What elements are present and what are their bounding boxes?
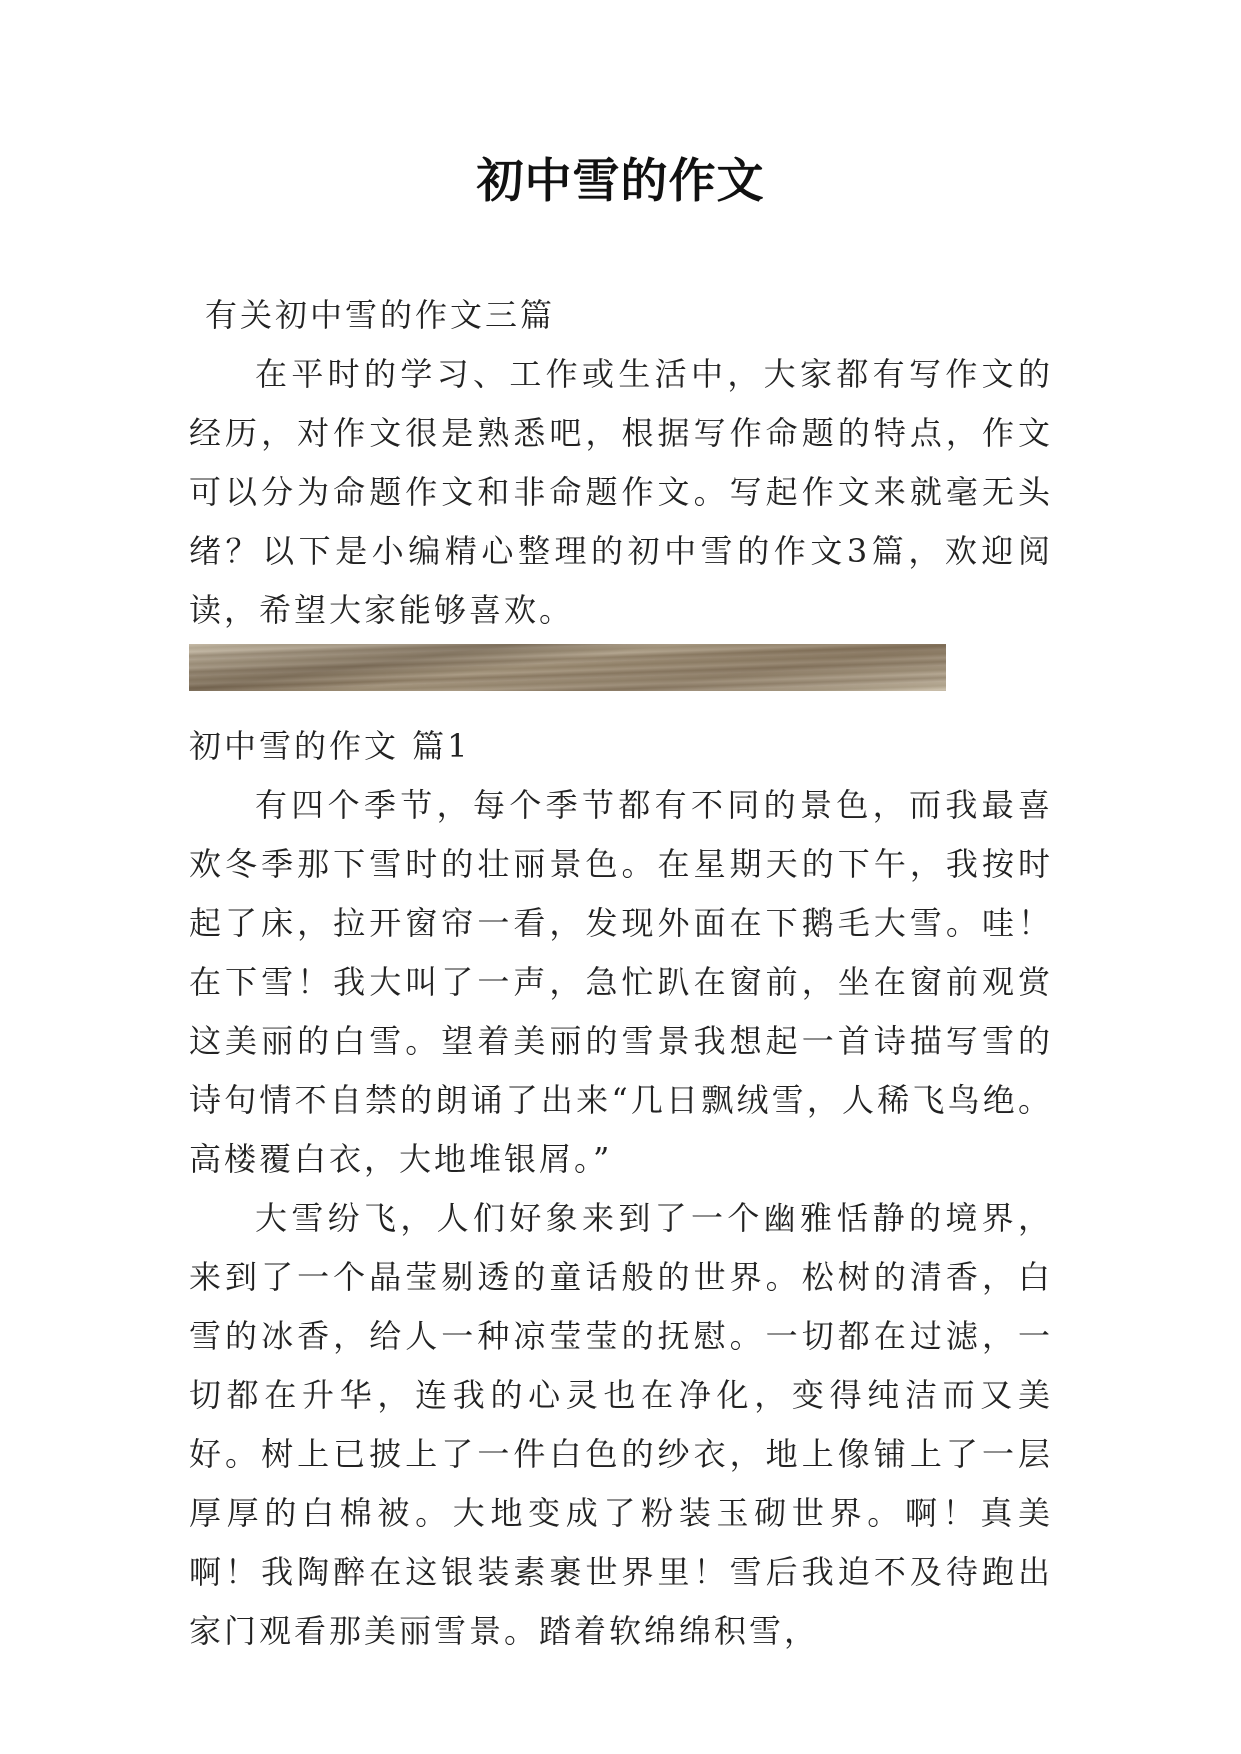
intro-paragraph: 在平时的学习、工作或生活中，大家都有写作文的经历，对作文很是熟悉吧，根据写作命题的特点，作文可以分为命题作文和非命题作文。写起作文来就毫无头绪？以下是小编精心整理的初中雪的作文3篇，欢迎阅读，希望大家能够喜欢。 xyxy=(189,355,1053,629)
section-paragraph-1: 有四个季节，每个季节都有不同的景色，而我最喜欢冬季那下雪时的壮丽景色。在星期天的下午，我按时起了床，拉开窗帘一看，发现外面在下鹅毛大雪。哇！在下雪！我大叫了一声，急忙趴在窗前，坐在窗前观赏这美丽的白雪。望着美丽的雪景我想起一首诗描写雪的诗句情不自禁的朗诵了出来“几日飘绒雪，人稀飞鸟绝。高楼覆白衣，大地堆银屑。” xyxy=(189,786,1053,1178)
document-subtitle: 有关初中雪的作文三篇 xyxy=(205,296,556,334)
section-heading: 初中雪的作文 篇1 xyxy=(189,727,471,765)
document-body xyxy=(189,286,1053,1661)
page-title: 初中雪的作文 xyxy=(476,154,765,209)
wood-texture-banner-image xyxy=(189,644,946,691)
section-paragraph-2: 大雪纷飞，人们好象来到了一个幽雅恬静的境界，来到了一个晶莹剔透的童话般的世界。松树的清香，白雪的冰香，给人一种凉莹莹的抚慰。一切都在过滤，一切都在升华，连我的心灵也在净化，变得纯洁而又美好。树上已披上了一件白色的纱衣，地上像铺上了一层厚厚的白棉被。大地变成了粉装玉砌世界。啊！真美啊！我陶醉在这银装素裹世界里！雪后我迫不及待跑出家门观看那美丽雪景。踏着软绵绵积雪， xyxy=(189,1199,1053,1650)
